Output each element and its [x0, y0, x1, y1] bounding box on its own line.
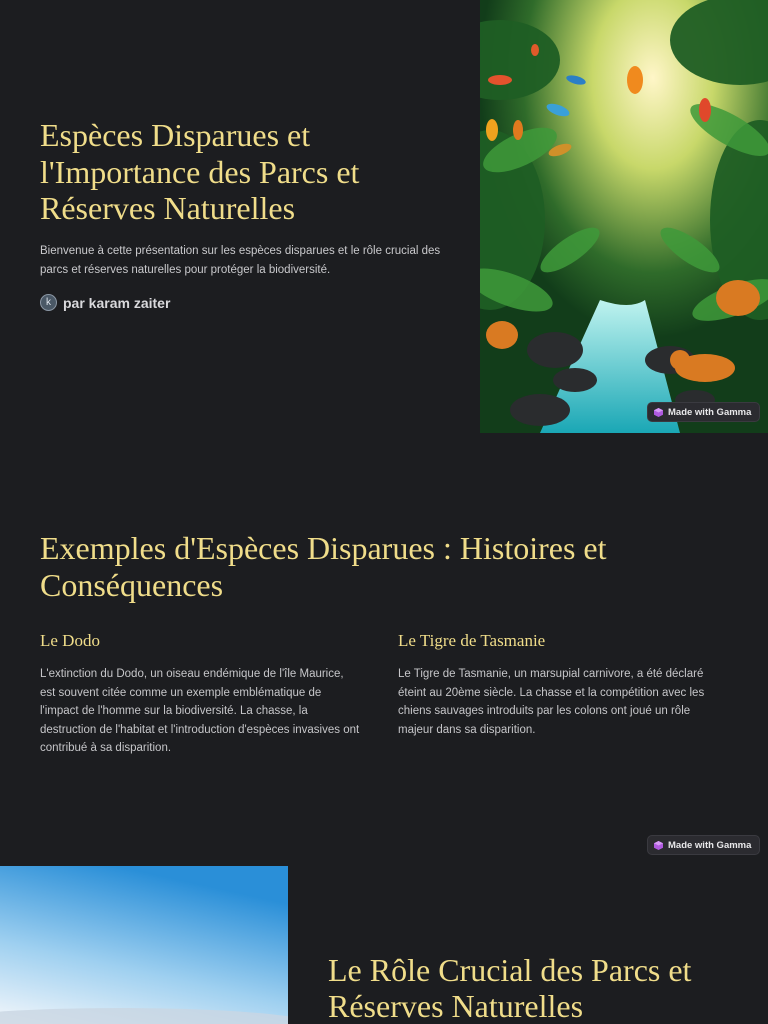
species-title: Le Tigre de Tasmanie [398, 631, 546, 650]
parks-slide [0, 866, 768, 1024]
made-with-gamma-badge[interactable] [647, 402, 760, 422]
sky-image [0, 866, 288, 1024]
author-byline [40, 294, 170, 311]
jungle-illustration [480, 0, 768, 433]
slide-title: Exemples d'Espèces Disparues : Histoires et Conséquences [40, 530, 607, 603]
badge-label: Made with Gamma [668, 406, 752, 418]
title-slide [0, 0, 768, 433]
slide-intro-text: Bienvenue à cette présentation sur les espèces disparues et le rôle crucial des parcs et réserves naturelles pour protéger la biodiversité. [40, 245, 441, 276]
species-description: L'extinction du Dodo, un oiseau endémique de l'île Maurice, est souvent citée comme un exemple emblématique de l'impact de l'homme sur la biodiversité. La chasse, la destruction de l'habitat et l'introduction d'espèces invasives ont contribué à sa disparition. [40, 668, 360, 754]
species-card-dodo [40, 631, 360, 758]
slide-title: Espèces Disparues et l'Importance des Parcs et Réserves Naturelles [40, 117, 360, 226]
species-description: Le Tigre de Tasmanie, un marsupial carnivore, a été déclaré éteint au 20ème siècle. La chasse et la compétition avec les chiens sauvages introduits par les colons ont joué un rôle majeur dans sa disparition. [398, 668, 705, 736]
author-name: par karam zaiter [63, 294, 171, 311]
made-with-gamma-badge[interactable] [647, 835, 760, 855]
avatar: k [40, 294, 57, 311]
slide-title: Le Rôle Crucial des Parcs et Réserves Naturelles [328, 952, 692, 1024]
examples-slide [0, 433, 768, 866]
gamma-logo-icon [654, 841, 663, 850]
species-card-tasmanian-tiger [398, 631, 718, 739]
gamma-logo-icon [654, 408, 663, 417]
badge-label: Made with Gamma [668, 839, 752, 851]
species-title: Le Dodo [40, 631, 100, 650]
